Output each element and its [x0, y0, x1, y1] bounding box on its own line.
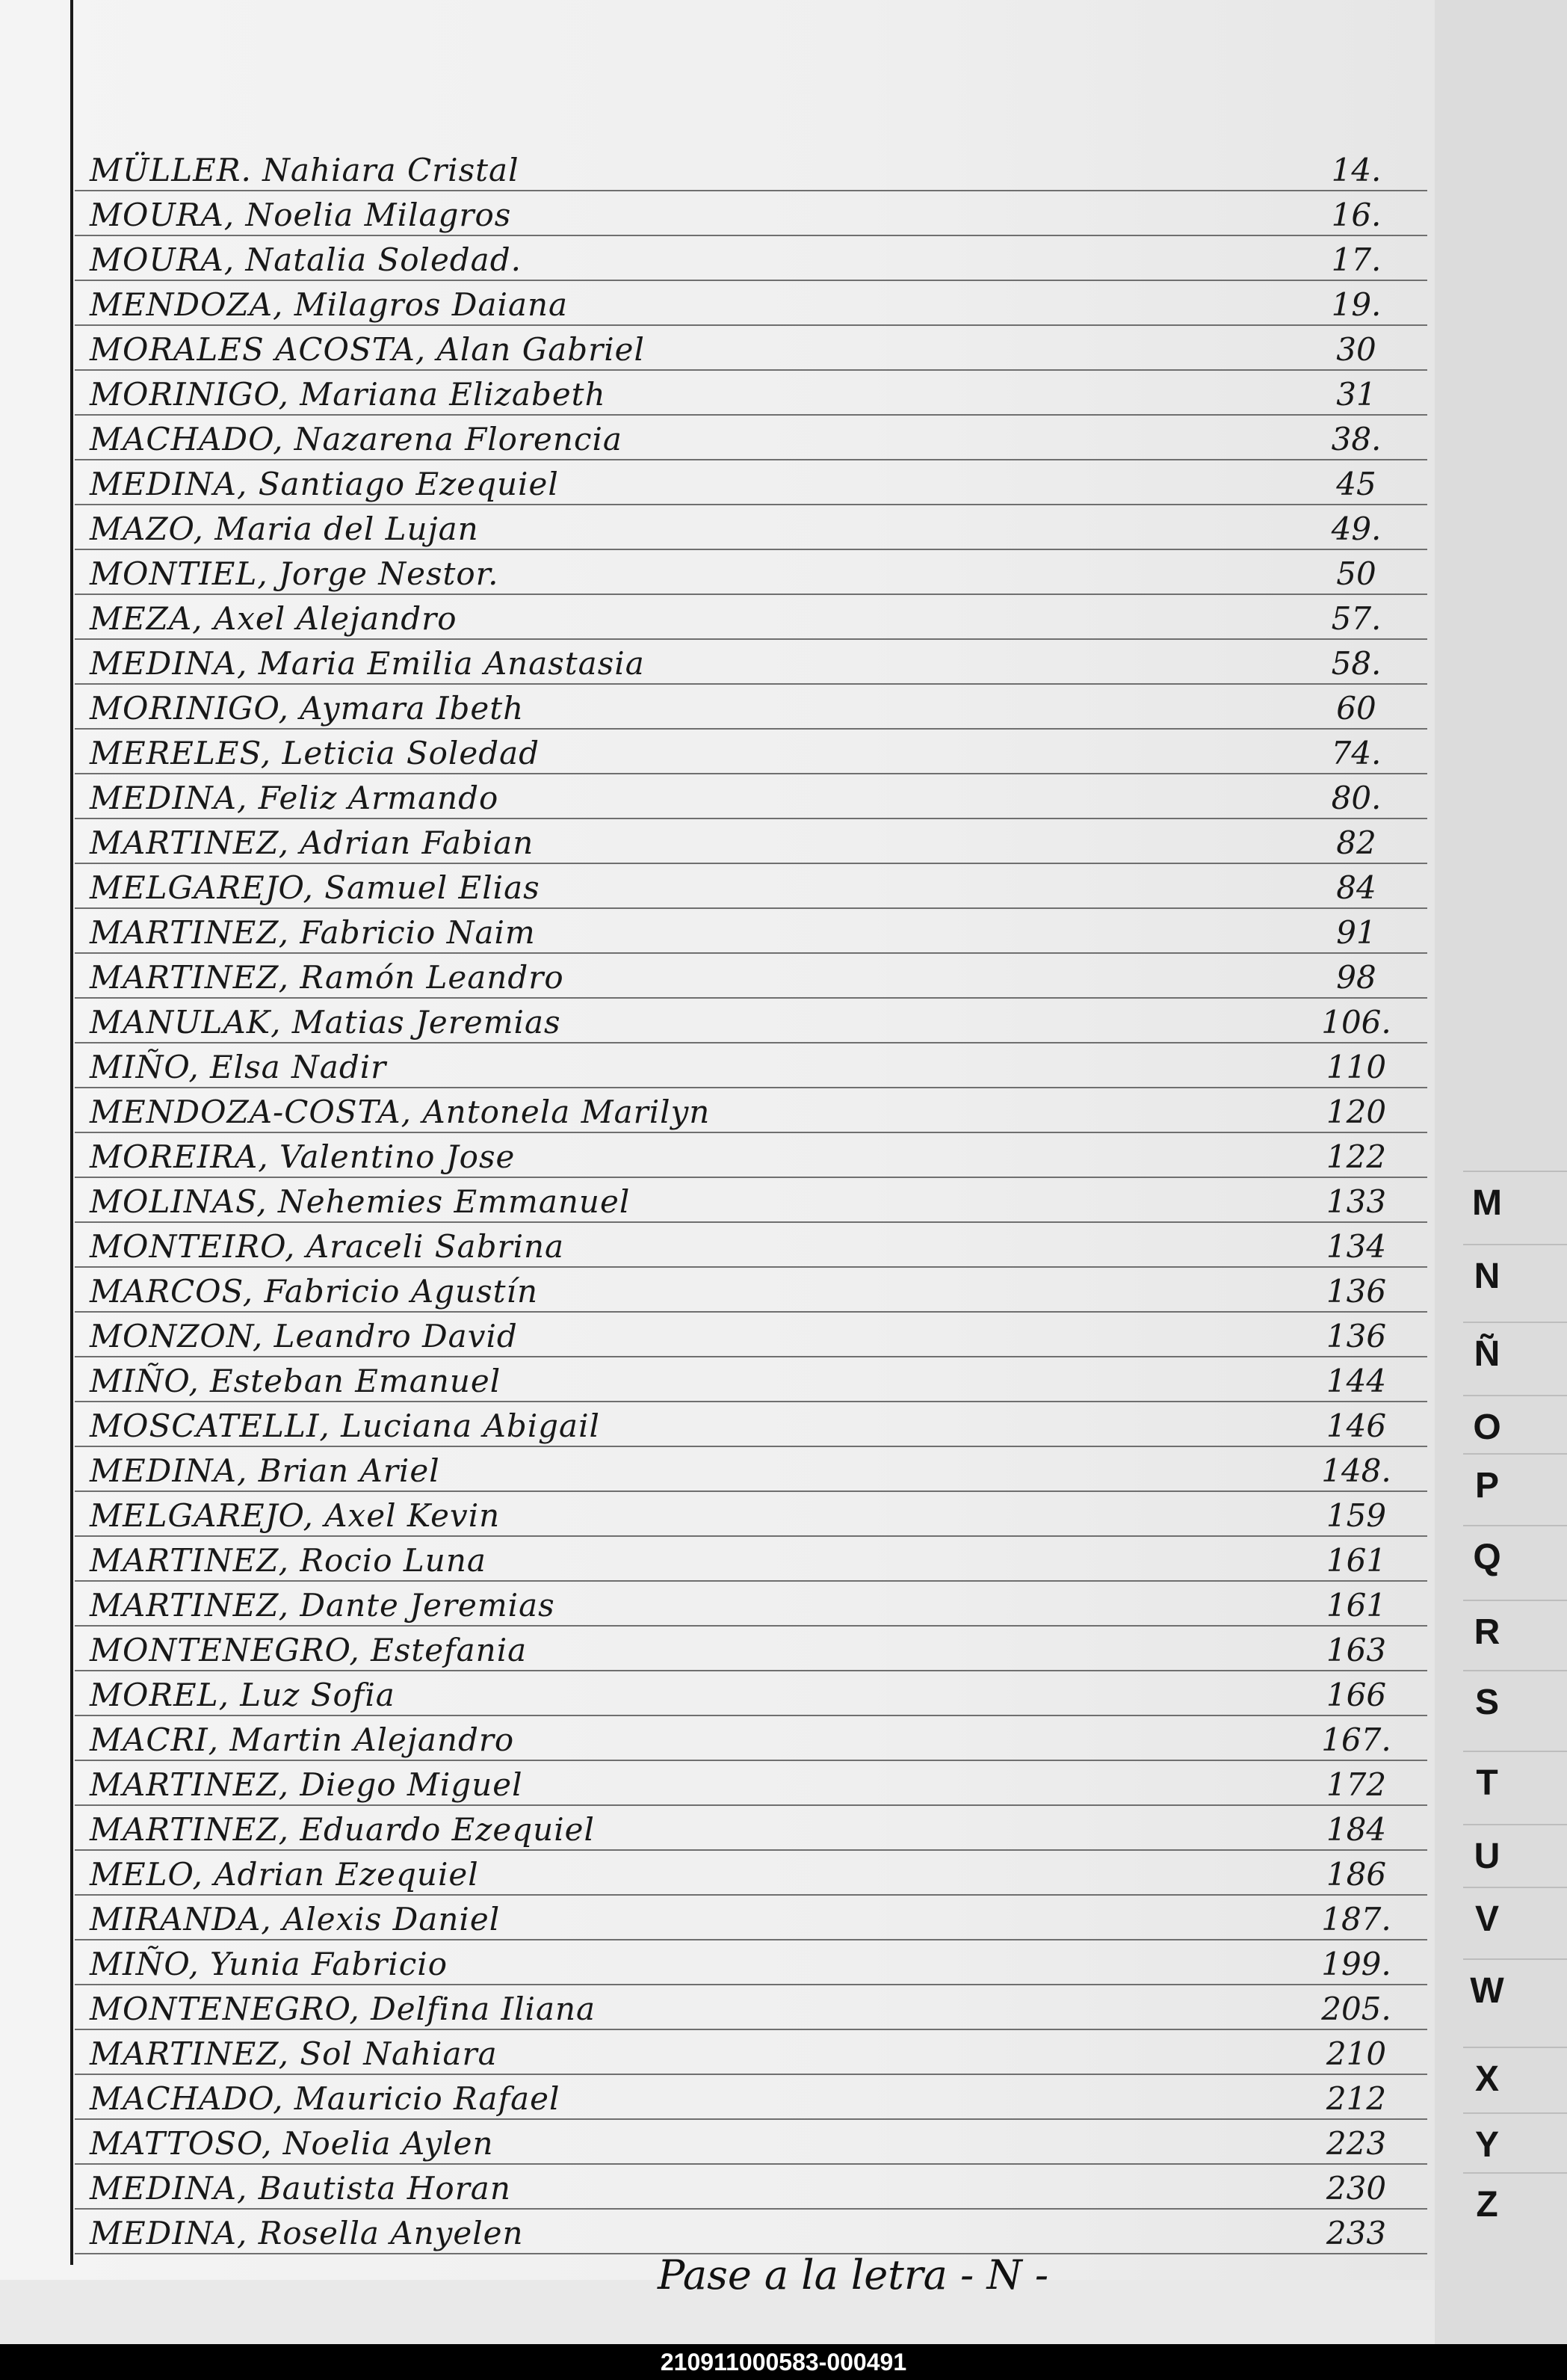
entry-row: [75, 1088, 1427, 1133]
entry-name: MOURA, Natalia Soledad.: [90, 241, 522, 278]
entry-row: [75, 1223, 1427, 1268]
entry-row: [75, 640, 1427, 685]
entry-number: 136: [1326, 1273, 1387, 1310]
entry-number: 110: [1326, 1049, 1387, 1085]
entry-row: [75, 1671, 1427, 1716]
entry-row: [75, 550, 1427, 595]
entry-row: [75, 505, 1427, 550]
entry-row: [75, 909, 1427, 954]
entry-row: [75, 1761, 1427, 1806]
entry-row: [75, 774, 1427, 819]
entry-number: 184: [1326, 1811, 1387, 1848]
entry-name: MORINIGO, Mariana Elizabeth: [90, 376, 606, 413]
entry-name: MARTINEZ, Fabricio Naim: [90, 914, 536, 951]
entry-row: [75, 1940, 1427, 1985]
index-tab-letter: V: [1474, 1899, 1499, 1939]
entry-row: [75, 1627, 1427, 1671]
entry-row: [75, 236, 1427, 281]
entry-row: [75, 1716, 1427, 1761]
entry-number: 136: [1326, 1318, 1387, 1354]
entry-name: MAZO, Maria del Lujan: [90, 511, 479, 547]
entry-row: [75, 1896, 1427, 1940]
entry-number: 74.: [1331, 735, 1382, 771]
entry-row: [75, 1582, 1427, 1627]
entry-name: MARTINEZ, Sol Nahiara: [90, 2035, 498, 2072]
entry-name: MENDOZA-COSTA, Antonela Marilyn: [90, 1094, 711, 1130]
entry-number: 50: [1336, 555, 1376, 592]
index-tab-edge: [1463, 1824, 1567, 1825]
entry-number: 45: [1336, 466, 1376, 502]
entry-name: MARTINEZ, Rocio Luna: [90, 1542, 486, 1579]
index-tab-letter: Q: [1473, 1538, 1501, 1577]
entry-name: MACRI, Martin Alejandro: [90, 1721, 515, 1758]
entry-row: [75, 1133, 1427, 1178]
index-tab-letter: R: [1474, 1612, 1500, 1652]
entry-number: 17.: [1331, 241, 1382, 278]
entry-row: [75, 864, 1427, 909]
entry-name: MORALES ACOSTA, Alan Gabriel: [90, 331, 645, 368]
entry-number: 14.: [1331, 152, 1382, 188]
entry-name: MOREL, Luz Sofia: [90, 1677, 395, 1713]
entry-row: [75, 1806, 1427, 1851]
entry-name: MELO, Adrian Ezequiel: [90, 1856, 479, 1893]
entry-name: MARTINEZ, Ramón Leandro: [90, 959, 564, 996]
index-tab-edge: [1463, 2172, 1567, 2174]
entry-row: [75, 1043, 1427, 1088]
entry-row: [75, 2120, 1427, 2165]
entry-row: [75, 1402, 1427, 1447]
entry-name: MONTEIRO, Araceli Sabrina: [90, 1228, 565, 1265]
index-tab-edge: [1463, 2112, 1567, 2114]
entry-number: 49.: [1331, 511, 1382, 547]
entry-name: MACHADO, Nazarena Florencia: [90, 421, 622, 457]
entry-name: MONTENEGRO, Estefania: [90, 1632, 528, 1668]
entry-name: MEDINA, Brian Ariel: [90, 1452, 440, 1489]
entry-name: MARTINEZ, Diego Miguel: [90, 1766, 523, 1803]
entry-name: MEDINA, Rosella Anyelen: [90, 2215, 524, 2251]
index-tab-letter: Y: [1474, 2125, 1499, 2165]
entry-name: MIÑO, Elsa Nadir: [90, 1049, 387, 1085]
entry-name: MIRANDA, Alexis Daniel: [90, 1901, 501, 1937]
entry-row: [75, 1447, 1427, 1492]
entry-number: 233: [1326, 2215, 1387, 2251]
entry-number: 60: [1336, 690, 1376, 727]
entry-number: 16.: [1331, 197, 1382, 233]
index-tab-letter: Z: [1476, 2185, 1498, 2225]
index-tab-letter: P: [1474, 1466, 1499, 1505]
entry-number: 144: [1326, 1363, 1387, 1399]
entry-row: [75, 595, 1427, 640]
entry-number: 159: [1326, 1497, 1387, 1534]
entry-number: 80.: [1331, 780, 1382, 816]
entry-row: [75, 371, 1427, 416]
entry-name: MORINIGO, Aymara Ibeth: [90, 690, 525, 727]
entry-name: MACHADO, Mauricio Rafael: [90, 2080, 560, 2117]
index-tab-edge: [1463, 1600, 1567, 1601]
entry-number: 31: [1336, 376, 1376, 413]
entry-number: 82: [1336, 824, 1376, 861]
entry-number: 167.: [1321, 1721, 1391, 1758]
entry-row: [75, 2030, 1427, 2075]
entry-number: 134: [1326, 1228, 1387, 1265]
entry-name: MEDINA, Feliz Armando: [90, 780, 499, 816]
index-tab-edge: [1463, 1322, 1567, 1323]
index-tab-letter: U: [1474, 1837, 1500, 1876]
index-tab-edge: [1463, 1751, 1567, 1752]
index-tab-edge: [1463, 1453, 1567, 1455]
entry-number: 187.: [1321, 1901, 1391, 1937]
footer-note: Pase a la letra - N -: [658, 2251, 1049, 2299]
index-tab-letter: Ñ: [1474, 1334, 1500, 1374]
entry-name: MARTINEZ, Eduardo Ezequiel: [90, 1811, 595, 1848]
entry-name: MARCOS, Fabricio Agustín: [90, 1273, 539, 1310]
index-tab-letter: X: [1474, 2059, 1499, 2099]
entry-name: MARTINEZ, Adrian Fabian: [90, 824, 534, 861]
entry-number: 84: [1336, 869, 1376, 906]
entry-name: MEDINA, Santiago Ezequiel: [90, 466, 559, 502]
entry-number: 57.: [1331, 600, 1382, 637]
index-tab-letter: N: [1474, 1257, 1500, 1296]
entry-name: MOLINAS, Nehemies Emmanuel: [90, 1183, 631, 1220]
entry-number: 133: [1326, 1183, 1387, 1220]
entry-number: 120: [1326, 1094, 1387, 1130]
entry-row: [75, 685, 1427, 730]
entry-row: [75, 416, 1427, 460]
entry-row: [75, 1985, 1427, 2030]
index-tab-letter: M: [1472, 1183, 1502, 1223]
entry-row: [75, 819, 1427, 864]
entry-row: [75, 1268, 1427, 1313]
index-tab-edge: [1463, 1670, 1567, 1671]
entry-row: [75, 460, 1427, 505]
entry-row: [75, 2165, 1427, 2210]
entry-row: [75, 1357, 1427, 1402]
entry-name: MENDOZA, Milagros Daiana: [90, 286, 569, 323]
entry-name: MOURA, Noelia Milagros: [90, 197, 512, 233]
entry-name: MANULAK, Matias Jeremias: [90, 1004, 561, 1041]
entry-number: 122: [1326, 1138, 1387, 1175]
entry-name: MERELES, Leticia Soledad: [90, 735, 540, 771]
entry-row: [75, 1492, 1427, 1537]
entry-number: 30: [1336, 331, 1376, 368]
entry-number: 205.: [1321, 1991, 1391, 2027]
index-tab-edge: [1463, 1525, 1567, 1526]
index-tab-edge: [1463, 1171, 1567, 1172]
index-tab-edge: [1463, 2047, 1567, 2048]
index-tab-letter: S: [1474, 1683, 1499, 1722]
index-tab-letter: O: [1473, 1408, 1501, 1447]
entry-number: 166: [1326, 1677, 1387, 1713]
entry-number: 199.: [1321, 1946, 1391, 1982]
entry-row: [75, 1537, 1427, 1582]
entry-number: 223: [1326, 2125, 1387, 2162]
caption-bar: [0, 2344, 1567, 2380]
entry-number: 146: [1326, 1408, 1387, 1444]
entry-number: 161: [1326, 1542, 1387, 1579]
document-id-caption: 210911000583-000491: [660, 2349, 907, 2376]
entry-number: 98: [1336, 959, 1376, 996]
index-tab-letter: T: [1476, 1763, 1498, 1803]
entry-number: 172: [1326, 1766, 1387, 1803]
entry-number: 212: [1326, 2080, 1387, 2117]
entry-number: 210: [1326, 2035, 1387, 2072]
entry-name: MONZON, Leandro David: [90, 1318, 518, 1354]
entry-row: [75, 1178, 1427, 1223]
margin-line: [70, 0, 73, 2265]
entry-number: 19.: [1331, 286, 1382, 323]
entry-row: [75, 954, 1427, 999]
entry-row: [75, 2075, 1427, 2120]
entry-name: MELGAREJO, Axel Kevin: [90, 1497, 501, 1534]
entry-number: 161: [1326, 1587, 1387, 1624]
entry-name: MÜLLER. Nahiara Cristal: [90, 152, 519, 188]
entry-number: 148.: [1321, 1452, 1391, 1489]
entry-number: 230: [1326, 2170, 1387, 2207]
entry-name: MARTINEZ, Dante Jeremias: [90, 1587, 555, 1624]
entry-name: MELGAREJO, Samuel Elias: [90, 869, 540, 906]
entry-name: MONTIEL, Jorge Nestor.: [90, 555, 499, 592]
index-tab-edge: [1463, 1887, 1567, 1888]
entry-name: MOREIRA, Valentino Jose: [90, 1138, 516, 1175]
entry-row: [75, 999, 1427, 1043]
entry-number: 58.: [1331, 645, 1382, 682]
entry-row: [75, 191, 1427, 236]
entry-number: 106.: [1321, 1004, 1391, 1041]
entry-name: MATTOSO, Noelia Aylen: [90, 2125, 494, 2162]
entry-number: 91: [1336, 914, 1376, 951]
entry-row: [75, 2210, 1427, 2254]
entry-number: 38.: [1331, 421, 1382, 457]
entry-name: MIÑO, Yunia Fabricio: [90, 1946, 448, 1982]
entry-name: MEDINA, Maria Emilia Anastasia: [90, 645, 645, 682]
index-tab-edge: [1463, 1395, 1567, 1396]
entry-number: 186: [1326, 1856, 1387, 1893]
entry-number: 163: [1326, 1632, 1387, 1668]
entry-row: [75, 1851, 1427, 1896]
entry-row: [75, 147, 1427, 191]
entry-name: MIÑO, Esteban Emanuel: [90, 1363, 501, 1399]
entry-name: MEDINA, Bautista Horan: [90, 2170, 511, 2207]
entry-row: [75, 326, 1427, 371]
entry-name: MOSCATELLI, Luciana Abigail: [90, 1408, 600, 1444]
index-tab-edge: [1463, 1958, 1567, 1960]
entry-name: MEZA, Axel Alejandro: [90, 600, 457, 637]
entry-name: MONTENEGRO, Delfina Iliana: [90, 1991, 596, 2027]
entry-row: [75, 730, 1427, 774]
entry-row: [75, 281, 1427, 326]
index-tab-edge: [1463, 1244, 1567, 1245]
entry-row: [75, 1313, 1427, 1357]
index-tab-letter: W: [1470, 1971, 1504, 2011]
